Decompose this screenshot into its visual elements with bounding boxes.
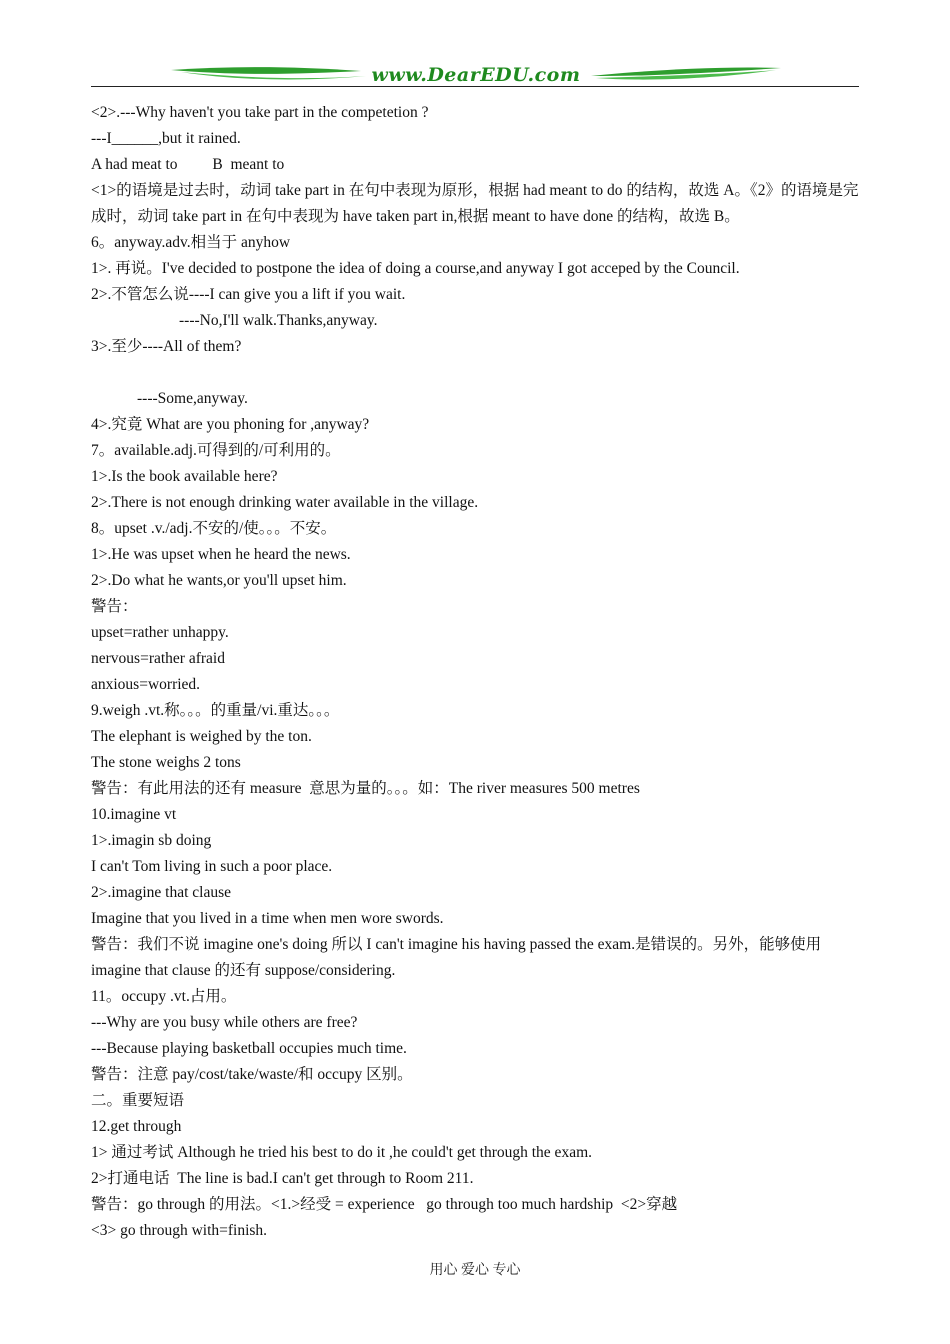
- section-heading: 8。upset .v./adj.不安的/使。。。不安。: [91, 520, 337, 537]
- text-line: Imagine that you lived in a time when men wore swords.: [91, 910, 444, 927]
- text-line: A had meat to B meant to: [91, 156, 285, 173]
- site-logo: www.DearEDU.com: [371, 64, 581, 86]
- text-line: 3>.至少----All of them?: [91, 338, 242, 355]
- page-footer: 用心 爱心 专心: [429, 1263, 521, 1278]
- document-body: [91, 100, 861, 1244]
- text-line: anxious=worried.: [91, 676, 201, 693]
- text-line: ----Some,anyway.: [137, 390, 248, 407]
- warning-note: 警告：go through 的用法。<1.>经受 = experience go through too much hardship <2>穿越: [91, 1196, 678, 1213]
- text-line: ---I______,but it rained.: [91, 130, 241, 147]
- warning-note: 警告：有此用法的还有 measure 意思为量的。。。如：The river measures 500 metres: [91, 780, 640, 797]
- section-heading: 10.imagine vt: [91, 806, 177, 823]
- text-line: 1> 通过考试 Although he tried his best to do it ,he could't get through the exam.: [91, 1144, 593, 1161]
- text-line: ----No,I'll walk.Thanks,anyway.: [179, 312, 378, 329]
- text-line: upset=rather unhappy.: [91, 624, 229, 641]
- warning-note: 警告：我们不说 imagine one's doing 所以 I can't imagine his having passed the exam.是错误的。另外，能够使用 imagine that clause 的还有 suppose/considering.: [91, 936, 822, 979]
- text-line: <2>.---Why haven't you take part in the competetion ?: [91, 104, 429, 121]
- text-line: 2>.There is not enough drinking water available in the village.: [91, 494, 479, 511]
- text-line: 1>.Is the book available here?: [91, 468, 278, 485]
- text-line: 1>.imagin sb doing: [91, 832, 212, 849]
- text-line: 6。anyway.adv.相当于 anyhow: [91, 234, 291, 251]
- text-line: 2>打通电话 The line is bad.I can't get through to Room 211.: [91, 1170, 474, 1187]
- section-heading: 12.get through: [91, 1118, 182, 1135]
- text-line: I can't Tom living in such a poor place.: [91, 858, 333, 875]
- text-line: 1>. 再说。I've decided to postpone the idea of doing a course,and anyway I got acceped by the Council.: [91, 260, 740, 277]
- warning-label: 警告：: [91, 598, 138, 615]
- text-line: The stone weighs 2 tons: [91, 754, 241, 771]
- section-heading: 11。occupy .vt.占用。: [91, 988, 237, 1005]
- text-line: The elephant is weighed by the ton.: [91, 728, 312, 745]
- text-line: ---Why are you busy while others are free?: [91, 1014, 358, 1031]
- text-line: nervous=rather afraid: [91, 650, 225, 667]
- text-line: 2>.Do what he wants,or you'll upset him.: [91, 572, 347, 589]
- warning-note: 警告：注意 pay/cost/take/waste/和 occupy 区别。: [91, 1066, 413, 1083]
- section-heading: 9.weigh .vt.称。。。的重量/vi.重达。。。: [91, 702, 340, 719]
- text-line: 1>.He was upset when he heard the news.: [91, 546, 351, 563]
- text-line: ---Because playing basketball occupies much time.: [91, 1040, 407, 1057]
- section-heading: 7。available.adj.可得到的/可利用的。: [91, 442, 341, 459]
- text-line: 4>.究竟 What are you phoning for ,anyway?: [91, 416, 370, 433]
- text-line: 2>.不管怎么说----I can give you a lift if you wait.: [91, 286, 406, 303]
- text-line: 2>.imagine that clause: [91, 884, 232, 901]
- text-line: <3> go through with=finish.: [91, 1222, 268, 1239]
- text-paragraph: <1>的语境是过去时，动词 take part in 在句中表现为原形，根据 had meant to do 的结构，故选 A。《2》的语境是完成时，动词 take part in 在句中表现为 have taken part in,根据 meant to have done 的结构，故选 B。: [91, 182, 859, 225]
- blank-line: [91, 360, 861, 386]
- header-divider: [91, 86, 859, 87]
- section-heading: 二。重要短语: [91, 1092, 185, 1109]
